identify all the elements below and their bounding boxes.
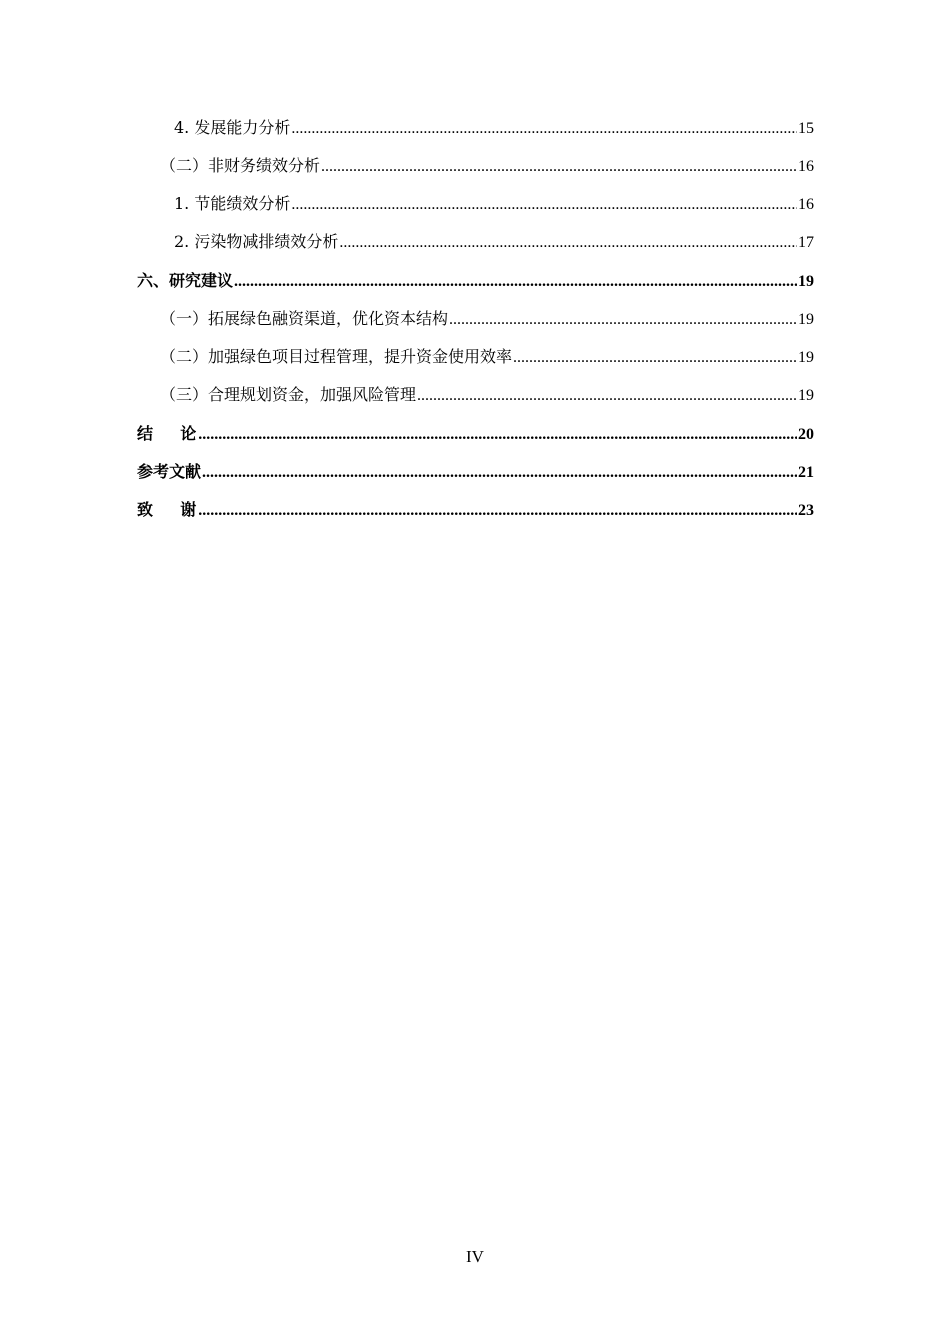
toc-entry-page: 21	[798, 464, 814, 481]
toc-entry-label: 4. 发展能力分析	[174, 118, 291, 137]
dot-leader	[198, 423, 797, 447]
toc-entry[interactable]	[174, 230, 814, 254]
dot-leader	[339, 231, 797, 255]
toc-entry[interactable]	[137, 498, 814, 522]
toc-entry-page: 15	[798, 120, 814, 137]
dot-leader	[291, 193, 797, 217]
toc-entry-page: 19	[798, 311, 814, 328]
toc-entry-label: （一）拓展绿色融资渠道，优化资本结构	[160, 309, 449, 328]
toc-entry-label: 六、研究建议	[137, 271, 234, 290]
toc-entry-label: 结 论	[137, 424, 198, 443]
dot-leader	[202, 461, 797, 485]
toc-entry[interactable]	[160, 383, 814, 407]
toc-entry-page: 16	[798, 158, 814, 175]
toc-entry-label: 致 谢	[137, 500, 198, 519]
dot-leader	[198, 499, 797, 523]
dot-leader	[449, 308, 797, 332]
toc-entry-page: 19	[798, 349, 814, 366]
toc-entry-label: 参考文献	[137, 462, 202, 481]
toc-entry-page: 23	[798, 502, 814, 519]
toc-entry-label: 2. 污染物减排绩效分析	[174, 232, 339, 251]
toc-entry-page: 19	[798, 273, 814, 290]
dot-leader	[321, 155, 797, 179]
toc-entry-page: 20	[798, 426, 814, 443]
toc-entry-page: 19	[798, 387, 814, 404]
toc-entry-label: （二）非财务绩效分析	[160, 156, 321, 175]
toc-entry[interactable]	[160, 307, 814, 331]
dot-leader	[513, 346, 797, 370]
toc-entry[interactable]	[174, 116, 814, 140]
toc-entry-page: 17	[798, 234, 814, 251]
toc-entry[interactable]	[174, 192, 814, 216]
toc-entry[interactable]	[160, 154, 814, 178]
toc-entry[interactable]	[137, 460, 814, 484]
toc-entry-page: 16	[798, 196, 814, 213]
toc-entry[interactable]	[160, 345, 814, 369]
toc-entry[interactable]	[137, 422, 814, 446]
toc-entry-label: （三）合理规划资金，加强风险管理	[160, 385, 417, 404]
dot-leader	[291, 117, 797, 141]
toc-entry-label: （二）加强绿色项目过程管理，提升资金使用效率	[160, 347, 513, 366]
toc-entry-label: 1. 节能绩效分析	[174, 194, 291, 213]
toc-entry[interactable]	[137, 269, 814, 293]
dot-leader	[417, 384, 797, 408]
page-number: IV	[466, 1247, 484, 1266]
dot-leader	[234, 270, 797, 294]
